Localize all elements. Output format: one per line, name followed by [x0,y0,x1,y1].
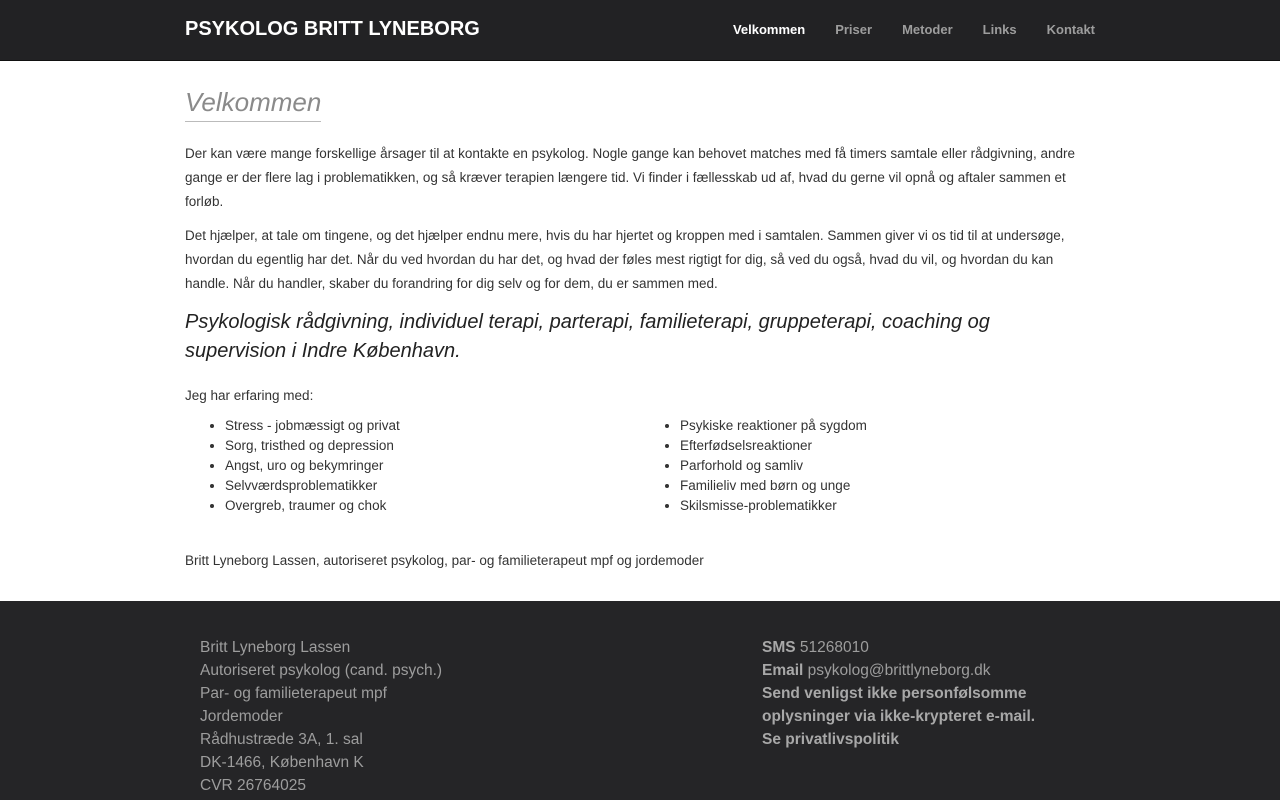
email-label: Email [762,662,804,679]
signature: Britt Lyneborg Lassen, autoriseret psykolog, par- og familieterapeut mpf og jordemoder [185,553,704,568]
nav-item-velkommen[interactable]: Velkommen [732,22,806,37]
experience-intro: Jeg har erfaring med: [185,388,314,403]
site-brand[interactable]: PSYKOLOG BRITT LYNEBORG [185,18,480,40]
email-line [762,659,1062,682]
list-item: • Selvværdsproblematikker [225,476,640,496]
list-item: • Efterfødselsreaktioner [680,436,1095,456]
address-line: Britt Lyneborg Lassen [200,639,351,656]
nav-item-links[interactable]: Links [982,22,1017,37]
list-item: • Overgreb, traumer og chok [225,496,640,516]
list-item: • Skilsmisse-problematikker [680,496,1095,516]
experience-lists [185,416,1095,516]
nav-item-metoder[interactable]: Metoder [902,22,953,37]
address-line: CVR 26764025 [200,777,306,794]
footer-address [200,636,442,797]
main-nav [703,22,1095,37]
experience-list-right [640,416,1095,516]
list-item: • Psykiske reaktioner på sygdom [680,416,1095,436]
sms-number[interactable]: 51268010 [799,639,869,656]
nav-item-priser[interactable]: Priser [835,22,873,37]
list-item: • Stress - jobmæssigt og privat [225,416,640,436]
body-paragraph: Det hjælper, at tale om tingene, og det hjælper endnu mere, hvis du har hjertet og kroppen med i samtalen. Sammen giver vi os tid til at undersøge, hvordan du egentlig har det. Når du ved hvordan du har det, og hvad der føles mest rigtigt for dig, så ved du også, hvad du vil, og hvordan du kan handle. Når du handler, skaber du forandring for dig selv og for dem, du er sammen med. [185,228,1065,291]
footer [0,601,1280,800]
privacy-policy-link[interactable]: Se privatlivspolitik [762,731,899,748]
navbar [0,0,1280,61]
list-item: • Angst, uro og bekymringer [225,456,640,476]
address-line: Par- og familieterapeut mpf [200,685,387,702]
email-address[interactable]: psykolog@brittlyneborg.dk [807,662,991,679]
address-line: DK-1466, København K [200,754,364,771]
list-item: • Parforhold og samliv [680,456,1095,476]
sms-line [762,636,1062,659]
list-item: • Sorg, tristhed og depression [225,436,640,456]
nav-item-kontakt[interactable]: Kontakt [1046,22,1095,37]
privacy-note: Send venligst ikke personfølsomme oplysninger via ikke-krypteret e-mail. [762,685,1036,725]
address-line: Rådhustræde 3A, 1. sal [200,731,363,748]
experience-list-left [185,416,640,516]
intro-paragraph: Der kan være mange forskellige årsager til at kontakte en psykolog. Nogle gange kan behovet matches med få timers samtale eller rådgivning, andre gange er der flere lag i problematikken, og så kræver terapien længere tid. Vi finder i fællesskab ud af, hvad du gerne vil opnå og aftaler sammen et forløb. [185,146,1075,209]
main-content [185,61,1095,573]
address-line: Autoriseret psykolog (cand. psych.) [200,662,443,679]
address-line: Jordemoder [200,708,283,725]
page-title: Velkommen [185,86,321,122]
list-item: • Familieliv med børn og unge [680,476,1095,496]
services-heading: Psykologisk rådgivning, individuel terapi, parterapi, familieterapi, gruppeterapi, coaching og supervision i Indre København. [185,311,990,362]
sms-label: SMS [762,639,796,656]
footer-contact [762,636,1062,751]
